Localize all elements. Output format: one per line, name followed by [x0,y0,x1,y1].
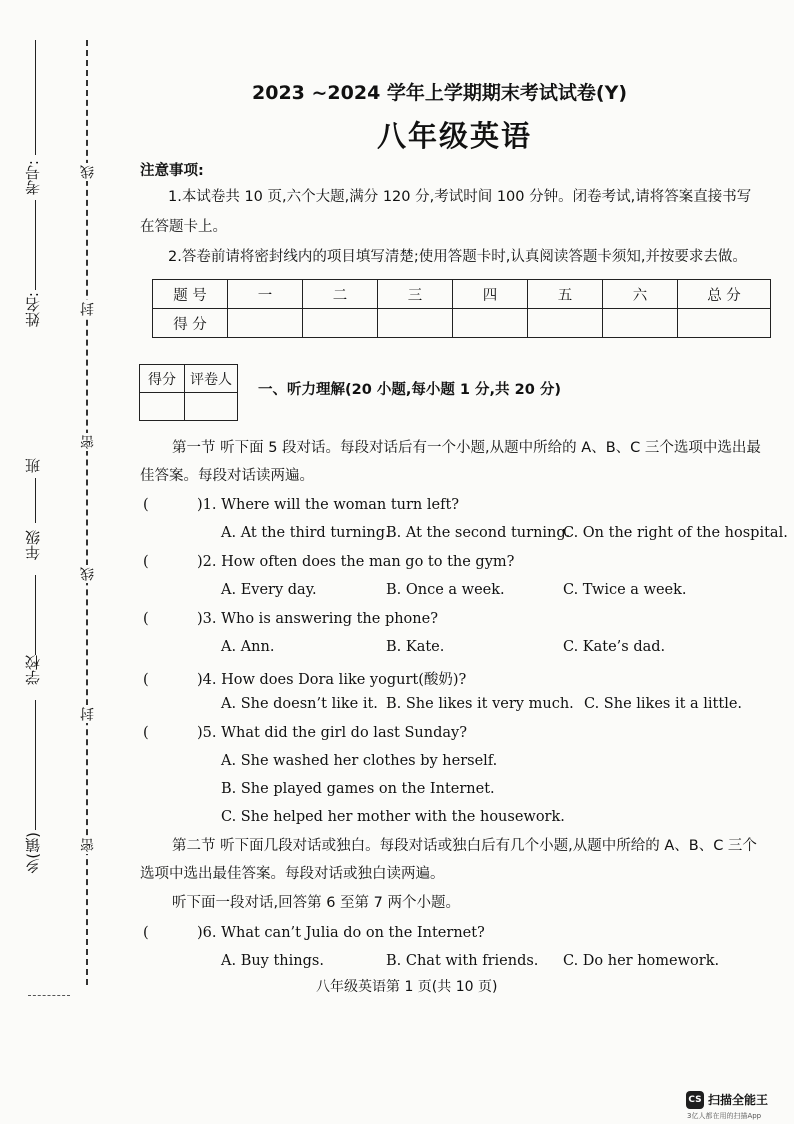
notes-item-1-line-2: 在答题卡上。 [140,219,227,235]
seal-mark-xian: 线 [80,567,96,581]
score-table-header-cell: 六 [603,280,678,309]
question-2 [143,554,514,570]
option-b: B. Once a week. [386,582,505,598]
option-b: B. She played games on the Internet. [221,781,495,797]
question-4 [143,668,466,689]
score-table-score-row [153,309,771,338]
seal-mark-mi: 密 [80,838,96,852]
option-c: C. Do her homework. [563,953,720,969]
answer-bracket[interactable]: ( [143,497,149,513]
score-table-header-cell: 四 [453,280,528,309]
exam-no-label: 考号: [24,160,42,196]
class-label: 班 [24,458,42,473]
notes-item-2: 2.答卷前请将密封线内的项目填写清楚;使用答题卡时,认真阅读答题卡须知,并按要求去做。 [168,249,747,265]
section2-instructions-line-1: 第二节 听下面几段对话或独白。每段对话或独白后有几个小题,从题中所给的 A、B、C 三个 [172,838,757,854]
option-a: A. She washed her clothes by herself. [221,753,498,769]
question-6 [143,925,485,941]
class-blank [35,478,36,523]
answer-bracket[interactable]: ( [143,725,149,741]
score-cell[interactable] [453,309,528,338]
grader-box [139,364,238,421]
question-stem: )3. Who is answering the phone? [197,611,438,627]
option-a: A. Every day. [221,582,317,598]
score-table-header-cell: 二 [303,280,378,309]
score-cell[interactable] [678,309,771,338]
section1-instructions-line-1: 第一节 听下面 5 段对话。每段对话后有一个小题,从题中所给的 A、B、C 三个选项中选出最 [172,440,761,456]
score-cell[interactable] [228,309,303,338]
notes-heading: 注意事项: [140,163,204,179]
grader-name-label: 评卷人 [185,365,238,393]
exam-year-title: 2023 ~2024 学年上学期期末考试试卷(Y) [252,82,628,104]
decorative-dotted-line [28,995,70,996]
option-c: C. On the right of the hospital. [563,525,788,541]
seal-mark-xian: 线 [80,165,96,179]
option-b: B. She likes it very much. [386,696,574,712]
answer-bracket[interactable]: ( [143,672,149,688]
exam-no-blank [35,40,36,155]
name-label: 姓名: [24,292,42,328]
score-table-row-label: 得 分 [153,309,228,338]
grade-label: 年级 [24,530,42,560]
question-3 [143,611,438,627]
option-b: B. Chat with friends. [386,953,539,969]
question-stem: )2. How often does the man go to the gym? [197,554,515,570]
section2-instructions-line-2: 选项中选出最佳答案。每段对话或独白读两遍。 [140,866,445,882]
answer-bracket[interactable]: ( [143,554,149,570]
option-a: A. Buy things. [221,953,324,969]
option-a: A. At the third turning. [221,525,390,541]
score-table-header-cell: 一 [228,280,303,309]
seal-mark-mi: 密 [80,435,96,449]
part1-heading: 一、听力理解(20 小题,每小题 1 分,共 20 分) [258,382,561,398]
camscanner-logo-icon: CS [686,1091,704,1109]
score-table-header-cell: 三 [378,280,453,309]
score-table-header-cell: 题 号 [153,280,228,309]
scanner-tagline: 3亿人都在用的扫描App [687,1112,762,1120]
option-c: C. Twice a week. [563,582,687,598]
option-a: A. Ann. [221,639,275,655]
option-c: C. She likes it a little. [584,696,743,712]
seal-mark-feng: 封 [80,302,96,316]
page-footer: 八年级英语第 1 页(共 10 页) [316,979,498,995]
school-label: 学校 [24,655,42,685]
grade-blank [35,575,36,655]
question-stem: )1. Where will the woman turn left? [197,497,460,513]
option-b: B. At the second turning. [386,525,571,541]
question-stem: )5. What did the girl do last Sunday? [197,725,467,741]
name-blank [35,200,36,290]
score-table-header-cell: 五 [528,280,603,309]
score-table-header-cell: 总 分 [678,280,771,309]
grader-score-label: 得分 [140,365,185,393]
option-a: A. She doesn’t like it. [221,696,378,712]
option-c: C. She helped her mother with the housework. [221,809,565,825]
score-cell[interactable] [603,309,678,338]
score-cell[interactable] [528,309,603,338]
seal-mark-feng: 封 [80,707,96,721]
section1-instructions-line-2: 佳答案。每段对话读两遍。 [140,468,314,484]
scanner-app-name: 扫描全能王 [708,1093,769,1107]
question-5 [143,725,467,741]
school-blank [35,700,36,830]
dialogue-instruction: 听下面一段对话,回答第 6 至第 7 两个小题。 [172,895,460,911]
answer-bracket[interactable]: ( [143,611,149,627]
question-1 [143,497,459,513]
option-c: C. Kate’s dad. [563,639,666,655]
notes-item-1-line-1: 1.本试卷共 10 页,六个大题,满分 120 分,考试时间 100 分钟。闭卷考试,请将答案直接书写 [168,189,752,205]
subject-title: 八年级英语 [377,119,533,153]
grader-score-cell[interactable] [140,393,185,421]
score-table [152,279,771,338]
option-b: B. Kate. [386,639,445,655]
question-stem: )6. What can’t Julia do on the Internet? [197,925,485,941]
grader-name-cell[interactable] [185,393,238,421]
answer-bracket[interactable]: ( [143,925,149,941]
score-cell[interactable] [378,309,453,338]
score-cell[interactable] [303,309,378,338]
score-table-header-row [153,280,771,309]
town-label: 乡(镇) [24,832,42,874]
question-stem: )4. How does Dora like yogurt(酸奶)? [197,672,467,688]
